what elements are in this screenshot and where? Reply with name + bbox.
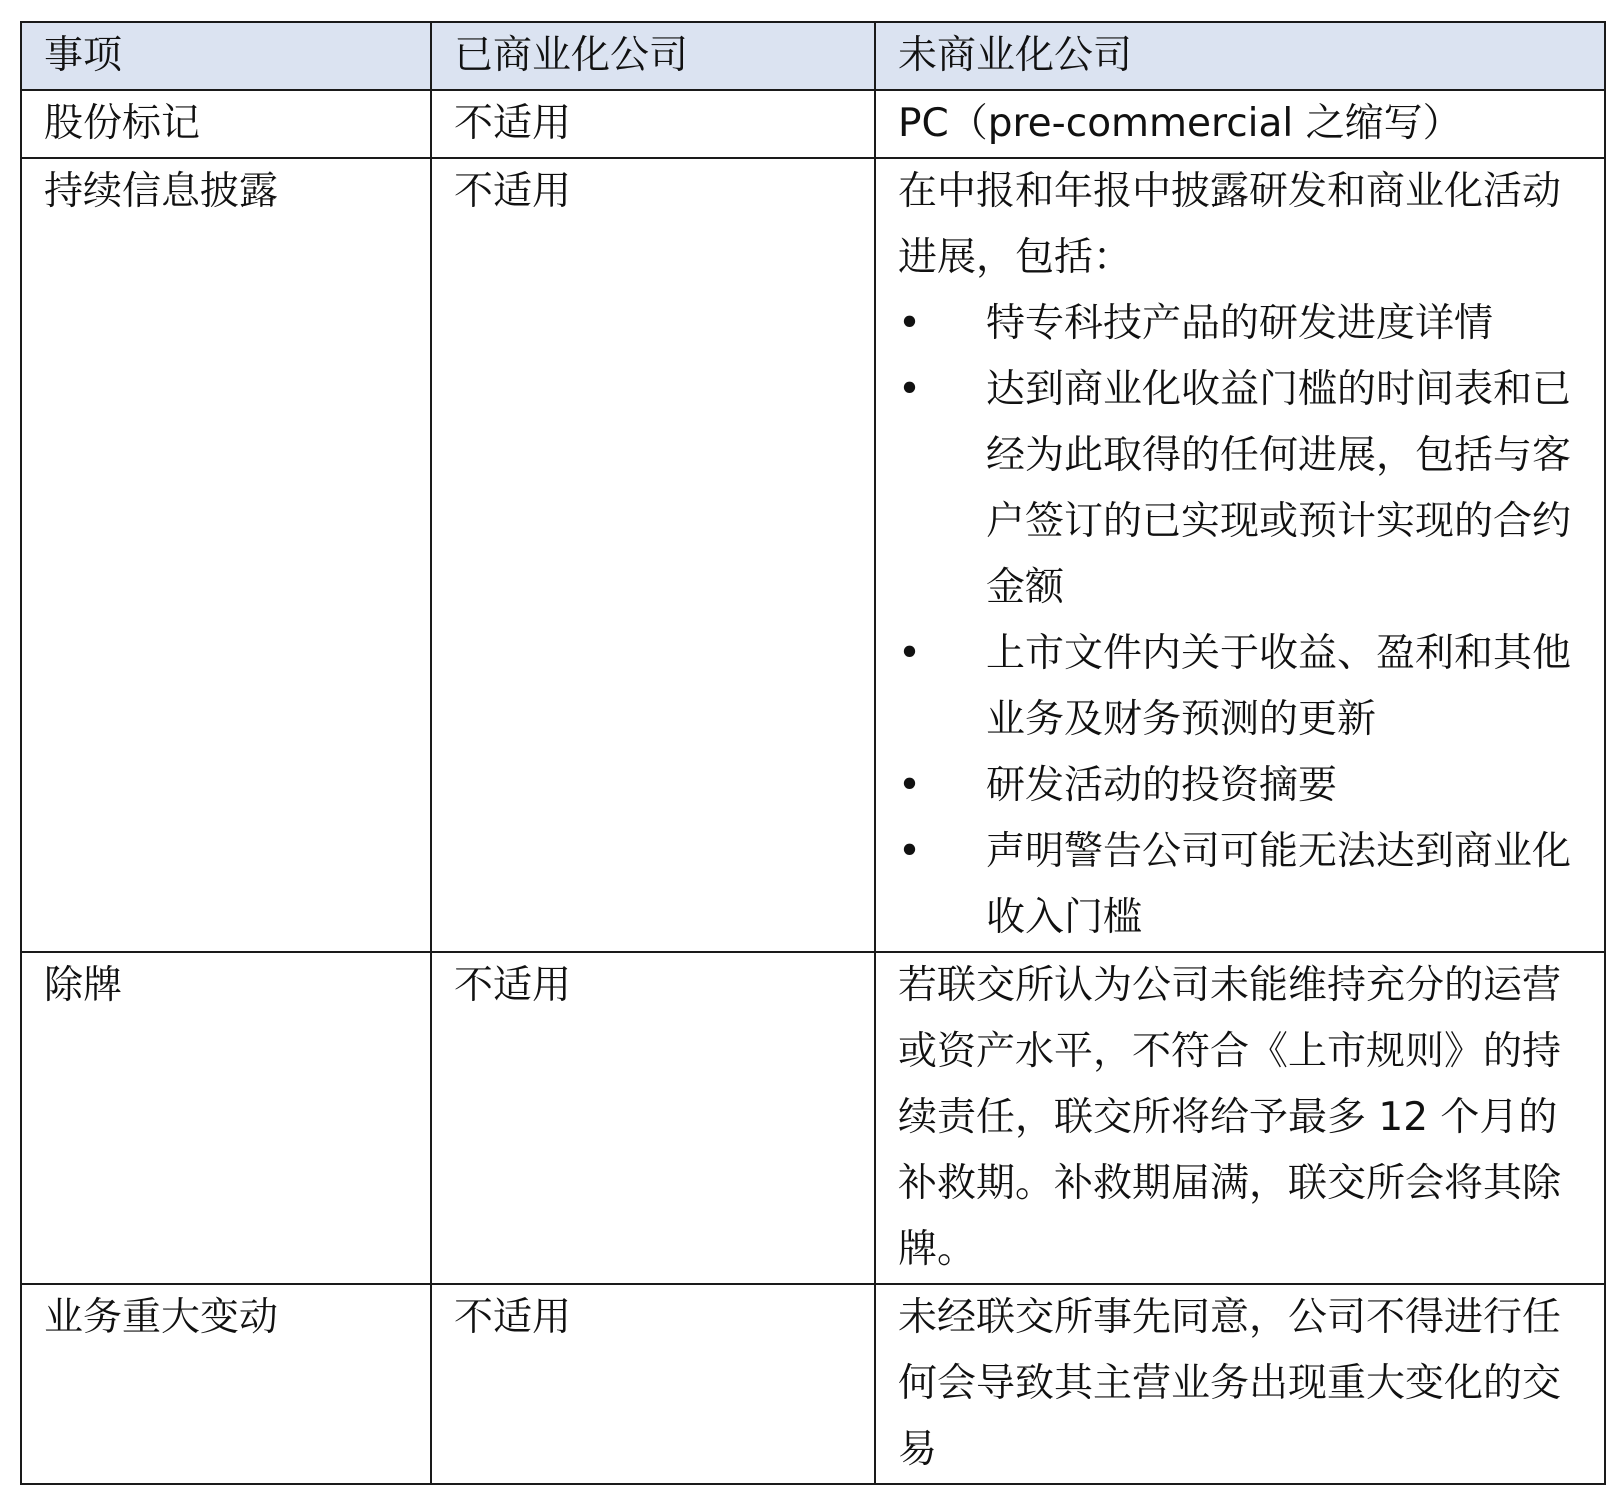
list-item-text: 特专科技产品的研发进度详情 [986, 301, 1494, 346]
table-row [21, 1284, 1605, 1484]
list-item [898, 819, 1584, 951]
bullet-icon: • [898, 763, 922, 808]
table-row [21, 952, 1605, 1284]
row-item-label: 持续信息披露 [21, 158, 431, 952]
row-commercialized-value: 不适用 [431, 1284, 875, 1484]
row-pre-commercial-value: 若联交所认为公司未能维持充分的运营或资产水平，不符合《上市规则》的持续责任，联交所将给予最多 12 个月的补救期。补救期届满，联交所会将其除牌。 [875, 952, 1605, 1284]
list-item [898, 357, 1584, 621]
table-row [21, 158, 1605, 952]
row-pre-commercial-value: 未经联交所事先同意，公司不得进行任何会导致其主营业务出现重大变化的交易 [875, 1284, 1605, 1484]
list-item [898, 753, 1584, 819]
list-item [898, 621, 1584, 753]
comparison-table [20, 21, 1606, 1485]
row-item-label: 除牌 [21, 952, 431, 1284]
bullet-icon: • [898, 301, 922, 346]
header-pre-commercial: 未商业化公司 [875, 22, 1605, 90]
bullet-icon: • [898, 631, 922, 676]
row-commercialized-value: 不适用 [431, 158, 875, 952]
list-item-text: 上市文件内关于收益、盈利和其他业务及财务预测的更新 [986, 631, 1572, 742]
header-commercialized: 已商业化公司 [431, 22, 875, 90]
row-item-label: 业务重大变动 [21, 1284, 431, 1484]
header-row [21, 22, 1605, 90]
disclosure-bullet-list [898, 291, 1584, 951]
row-pre-commercial-value: PC（pre-commercial 之缩写） [875, 90, 1605, 158]
list-item-text: 达到商业化收益门槛的时间表和已经为此取得的任何进展，包括与客户签订的已实现或预计实现的合约金额 [986, 367, 1572, 610]
header-item: 事项 [21, 22, 431, 90]
row-pre-commercial-value [875, 158, 1605, 952]
table-row [21, 90, 1605, 158]
row-commercialized-value: 不适用 [431, 952, 875, 1284]
row-commercialized-value: 不适用 [431, 90, 875, 158]
bullet-icon: • [898, 829, 922, 874]
list-item [898, 291, 1584, 357]
list-item-text: 研发活动的投资摘要 [986, 763, 1338, 808]
row-item-label: 股份标记 [21, 90, 431, 158]
list-item-text: 声明警告公司可能无法达到商业化收入门槛 [986, 829, 1572, 940]
disclosure-intro: 在中报和年报中披露研发和商业化活动进展，包括： [898, 169, 1562, 280]
bullet-icon: • [898, 367, 922, 412]
